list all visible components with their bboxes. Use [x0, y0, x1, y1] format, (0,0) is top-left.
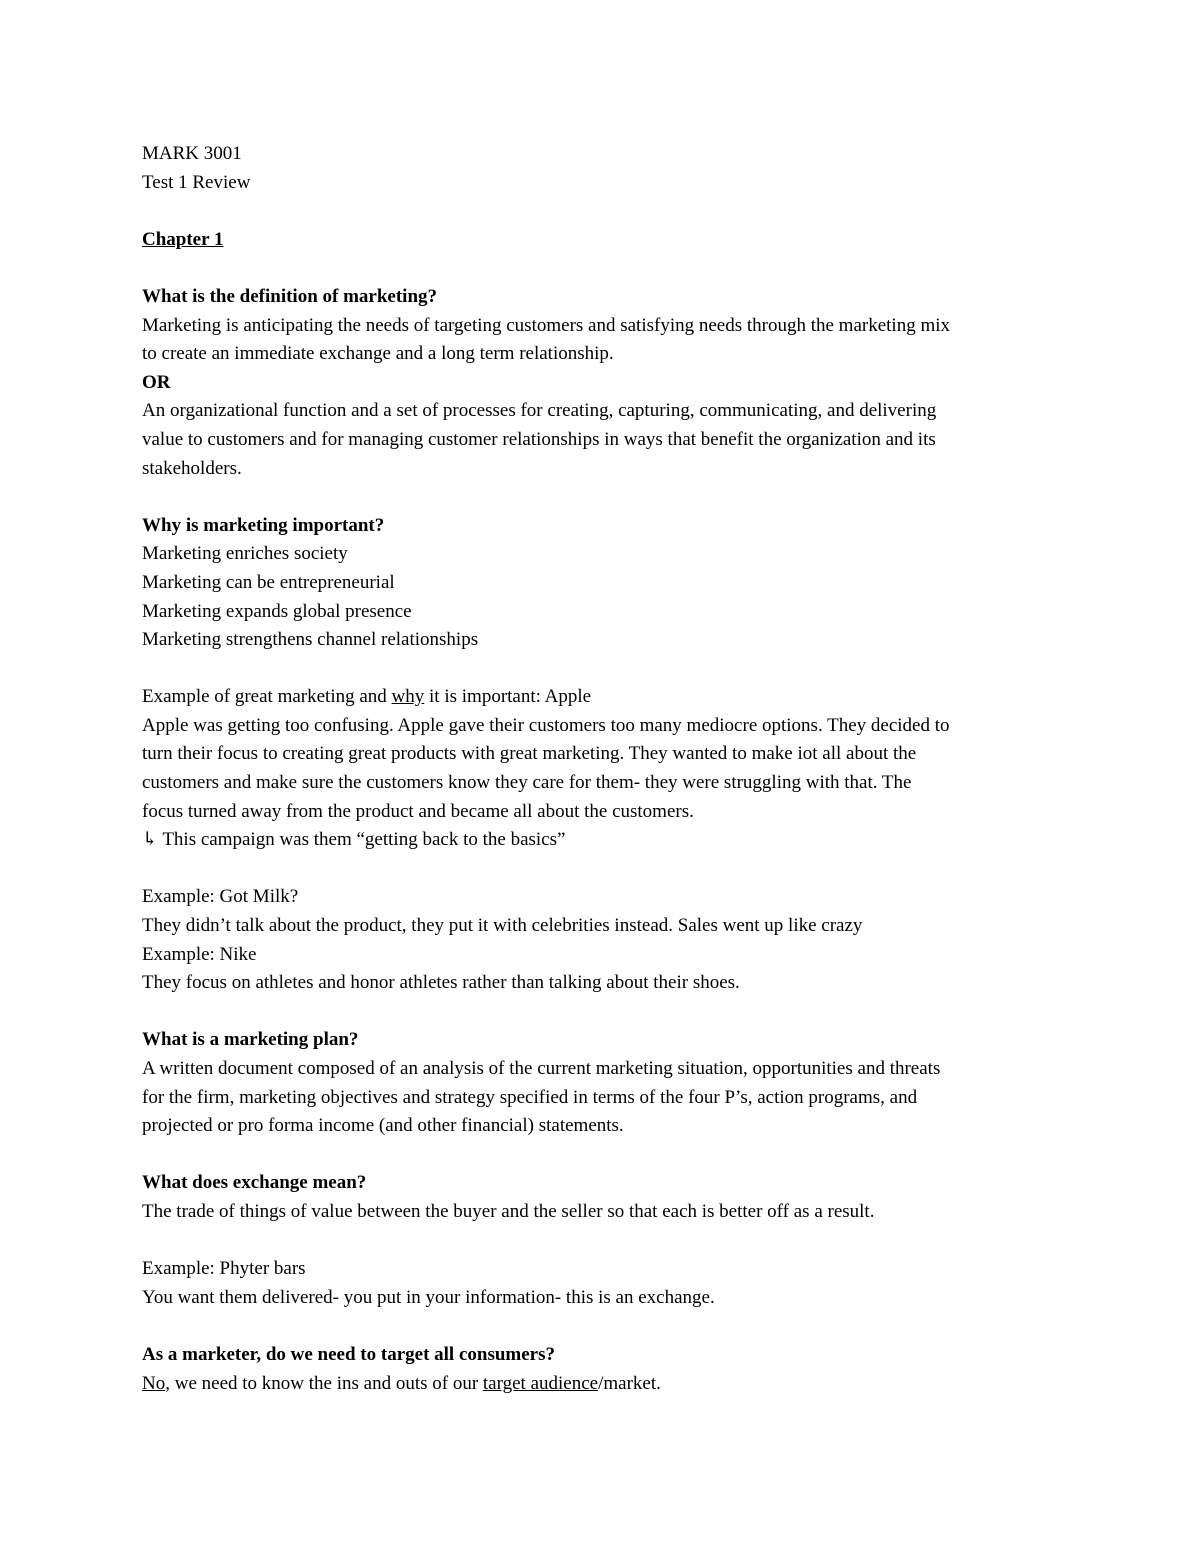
spacer — [142, 655, 1072, 684]
definition-1-line: to create an immediate exchange and a long term relationship. — [142, 343, 614, 365]
intro-text: it is important: Apple — [424, 686, 592, 708]
apple-example-line: turn their focus to creating great products with great marketing. They wanted to make iot all about the — [142, 743, 917, 765]
apple-example-intro — [142, 683, 1072, 712]
reason-item: Marketing enriches society — [142, 543, 348, 565]
spacer — [142, 1141, 1072, 1170]
nike-example-title: Example: Nike — [142, 943, 257, 965]
phyter-example-text: You want them delivered- you put in your information- this is an exchange. — [142, 1286, 715, 1308]
course-code: MARK 3001 — [142, 143, 242, 164]
definition-1-line: Marketing is anticipating the needs of targeting customers and satisfying needs through the marketing mix — [142, 314, 951, 336]
document-page — [142, 140, 1072, 1398]
definition-2-line: stakeholders. — [142, 457, 242, 479]
apple-example-line: focus turned away from the product and became all about the customers. — [142, 800, 694, 822]
exchange-answer: The trade of things of value between the buyer and the seller so that each is better off as a result. — [142, 1200, 875, 1222]
target-answer — [142, 1370, 1072, 1399]
intro-underlined-word: why — [391, 686, 425, 708]
chapter-heading: Chapter 1 — [142, 228, 224, 250]
spacer — [142, 998, 1072, 1027]
intro-text: Example of great marketing and — [142, 686, 392, 708]
arrow-icon: ↳ — [142, 829, 158, 851]
marketing-plan-line: A written document composed of an analysis of the current marketing situation, opportunities and threats — [142, 1058, 941, 1079]
question-definition: What is the definition of marketing? — [142, 285, 438, 307]
phyter-example-title: Example: Phyter bars — [142, 1258, 306, 1280]
milk-example-title: Example: Got Milk? — [142, 886, 299, 908]
spacer — [142, 1227, 1072, 1256]
apple-example-line: customers and make sure the customers know they care for them- they were struggling with that. The — [142, 772, 912, 794]
target-audience-term: target audience — [482, 1372, 599, 1394]
answer-no: No — [142, 1372, 166, 1394]
question-importance: Why is marketing important? — [142, 514, 385, 536]
spacer — [142, 1312, 1072, 1341]
milk-example-text: They didn’t talk about the product, they put it with celebrities instead. Sales went up like crazy — [142, 915, 863, 937]
reason-item: Marketing expands global presence — [142, 600, 412, 622]
question-exchange: What does exchange mean? — [142, 1172, 367, 1194]
campaign-note — [142, 826, 1072, 855]
definition-2-line: An organizational function and a set of processes for creating, capturing, communicating, and delivering — [142, 400, 937, 422]
question-marketing-plan: What is a marketing plan? — [142, 1029, 359, 1051]
apple-example-line: Apple was getting too confusing. Apple gave their customers too many mediocre options. They decided to — [142, 714, 950, 736]
definition-2-line: value to customers and for managing customer relationships in ways that benefit the organization and its — [142, 428, 936, 450]
document-subtitle: Test 1 Review — [142, 171, 251, 193]
campaign-text: This campaign was them “getting back to the basics” — [157, 829, 566, 851]
spacer — [142, 855, 1072, 884]
answer-text: , we need to know the ins and outs of our — [165, 1372, 483, 1394]
nike-example-text: They focus on athletes and honor athletes rather than talking about their shoes. — [142, 972, 740, 994]
spacer — [142, 197, 1072, 226]
or-label: OR — [142, 371, 171, 393]
marketing-plan-line: projected or pro forma income (and other financial) statements. — [142, 1115, 624, 1137]
reason-item: Marketing strengthens channel relationships — [142, 629, 479, 651]
question-target-consumers: As a marketer, do we need to target all consumers? — [142, 1343, 555, 1365]
answer-text: /market. — [598, 1372, 661, 1394]
reason-item: Marketing can be entrepreneurial — [142, 571, 395, 593]
spacer — [142, 483, 1072, 512]
spacer — [142, 254, 1072, 283]
marketing-plan-line: for the firm, marketing objectives and strategy specified in terms of the four P’s, action programs, and — [142, 1086, 918, 1108]
